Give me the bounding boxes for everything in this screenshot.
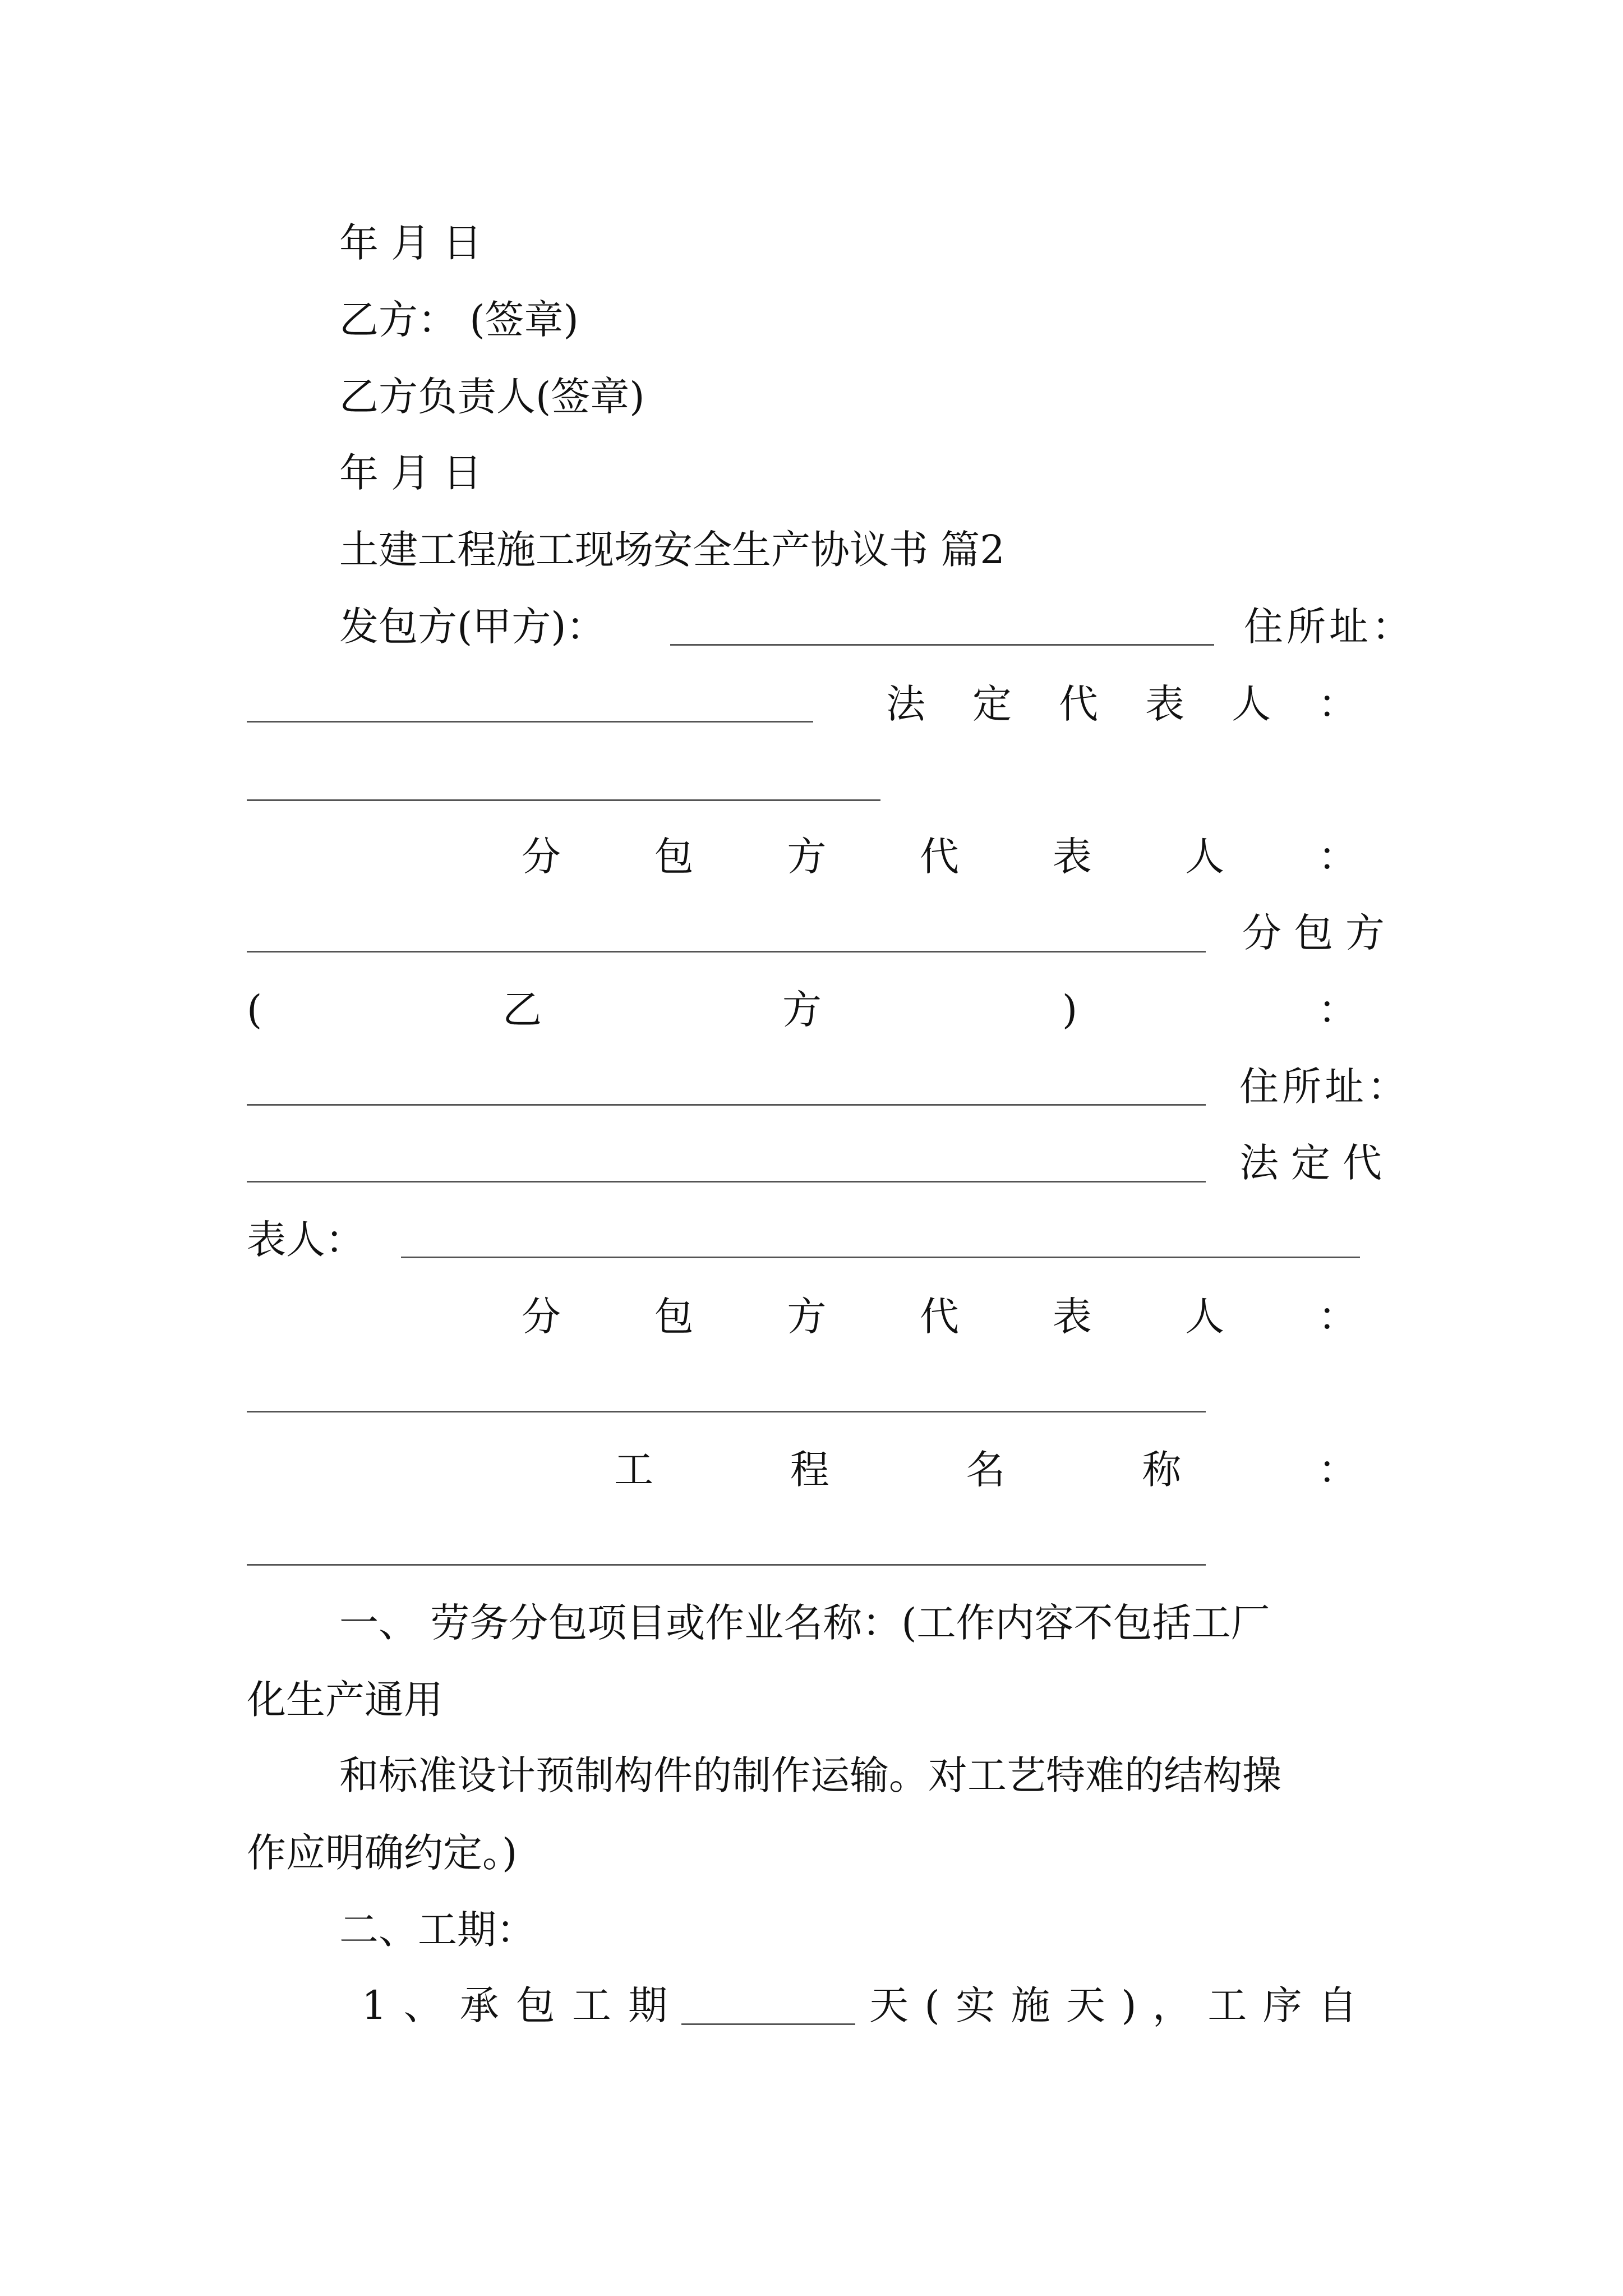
char: 代 bbox=[919, 1294, 959, 1340]
char: ： bbox=[1318, 987, 1357, 1033]
char: 乙 bbox=[502, 987, 542, 1033]
legal-representative-blank-2[interactable] bbox=[401, 1257, 1360, 1258]
legal-representative-blank-1[interactable] bbox=[247, 799, 880, 801]
address-blank-2[interactable] bbox=[247, 1181, 1206, 1182]
item-1-line-3: 和标准设计预制构件的制作运输。对工艺特难的结构操 bbox=[339, 1752, 1281, 1798]
char: 名 bbox=[966, 1447, 1006, 1493]
subcontractor-representative-label-1 bbox=[522, 834, 1357, 880]
char: ： bbox=[1317, 1294, 1357, 1340]
subcontractor-party-b-label bbox=[247, 987, 1357, 1033]
item-2-1-label bbox=[362, 1982, 667, 2028]
char: 工 bbox=[571, 1982, 611, 2028]
char: 方 bbox=[787, 1294, 827, 1340]
item-2-1-continuation bbox=[869, 1982, 1357, 2028]
char: 方 bbox=[782, 987, 822, 1033]
subcontractor-label: 分包方 bbox=[1242, 910, 1397, 956]
agreement-title: 土建工程施工现场安全生产协议书 篇2 bbox=[339, 527, 1005, 573]
subcontractor-representative-blank-1[interactable] bbox=[247, 951, 1206, 953]
item-1-line-1: 一、 劳务分包项目或作业名称：(工作内容不包括工厂 bbox=[339, 1600, 1270, 1646]
item-1-line-2: 化生产通用 bbox=[247, 1677, 443, 1723]
char: 定 bbox=[972, 681, 1012, 727]
char: 表 bbox=[1052, 1294, 1092, 1340]
char: 表 bbox=[1145, 681, 1184, 727]
char: 人 bbox=[1185, 1294, 1225, 1340]
char: ： bbox=[1318, 1447, 1357, 1493]
item-1-line-4: 作应明确约定。) bbox=[247, 1830, 518, 1876]
char: 施 bbox=[1011, 1982, 1050, 2028]
char: 人 bbox=[1232, 681, 1271, 727]
party-b-representative-signature: 乙方负责人(签章) bbox=[339, 374, 645, 420]
char: 1 bbox=[362, 1982, 387, 2028]
char: 代 bbox=[1059, 681, 1098, 727]
char: 包 bbox=[515, 1982, 555, 2028]
char: 包 bbox=[654, 834, 694, 880]
char: 分 bbox=[522, 834, 561, 880]
char: ： bbox=[1318, 681, 1357, 727]
char: ， bbox=[1152, 1982, 1192, 2028]
subcontractor-blank[interactable] bbox=[247, 1104, 1206, 1106]
char: 期 bbox=[628, 1982, 667, 2028]
char: 、 bbox=[403, 1982, 443, 2028]
char: 工 bbox=[1207, 1982, 1247, 2028]
subcontractor-representative-blank-2[interactable] bbox=[247, 1411, 1206, 1412]
project-name-label bbox=[614, 1447, 1357, 1493]
char: ： bbox=[1317, 834, 1357, 880]
item-2-heading: 二、工期： bbox=[339, 1907, 536, 1953]
address-label-2: 住所址： bbox=[1239, 1064, 1410, 1110]
char: 程 bbox=[790, 1447, 829, 1493]
char: 工 bbox=[614, 1447, 653, 1493]
char: 代 bbox=[919, 834, 959, 880]
char: 自 bbox=[1318, 1982, 1357, 2028]
char: 法 bbox=[886, 681, 925, 727]
party-b-signature: 乙方： (签章) bbox=[339, 297, 579, 343]
subcontractor-representative-label-2 bbox=[522, 1294, 1357, 1340]
contractor-label: 发包方(甲方)： bbox=[339, 604, 606, 650]
char: ( bbox=[924, 1982, 940, 2028]
char: ) bbox=[1121, 1982, 1137, 2028]
char: 序 bbox=[1262, 1982, 1302, 2028]
contract-period-blank[interactable] bbox=[681, 2023, 855, 2025]
char: ( bbox=[247, 987, 262, 1033]
legal-representative-label-2b: 表人： bbox=[247, 1217, 365, 1263]
address-blank-1[interactable] bbox=[247, 721, 813, 723]
legal-representative-label-2a: 法定代 bbox=[1239, 1140, 1394, 1186]
char: 天 bbox=[869, 1982, 909, 2028]
char: 称 bbox=[1142, 1447, 1182, 1493]
legal-representative-label-1 bbox=[886, 681, 1357, 727]
date-line-1: 年 月 日 bbox=[339, 220, 482, 266]
char: 分 bbox=[522, 1294, 561, 1340]
char: 包 bbox=[654, 1294, 694, 1340]
project-name-blank[interactable] bbox=[247, 1564, 1206, 1566]
char: 人 bbox=[1185, 834, 1225, 880]
date-line-2: 年 月 日 bbox=[339, 450, 482, 496]
contractor-blank[interactable] bbox=[670, 644, 1214, 646]
address-label-1: 住所址： bbox=[1244, 604, 1414, 650]
char: 实 bbox=[956, 1982, 995, 2028]
char: 天 bbox=[1066, 1982, 1105, 2028]
char: 表 bbox=[1052, 834, 1092, 880]
char: 承 bbox=[459, 1982, 499, 2028]
char: 方 bbox=[787, 834, 827, 880]
char: ) bbox=[1062, 987, 1078, 1033]
